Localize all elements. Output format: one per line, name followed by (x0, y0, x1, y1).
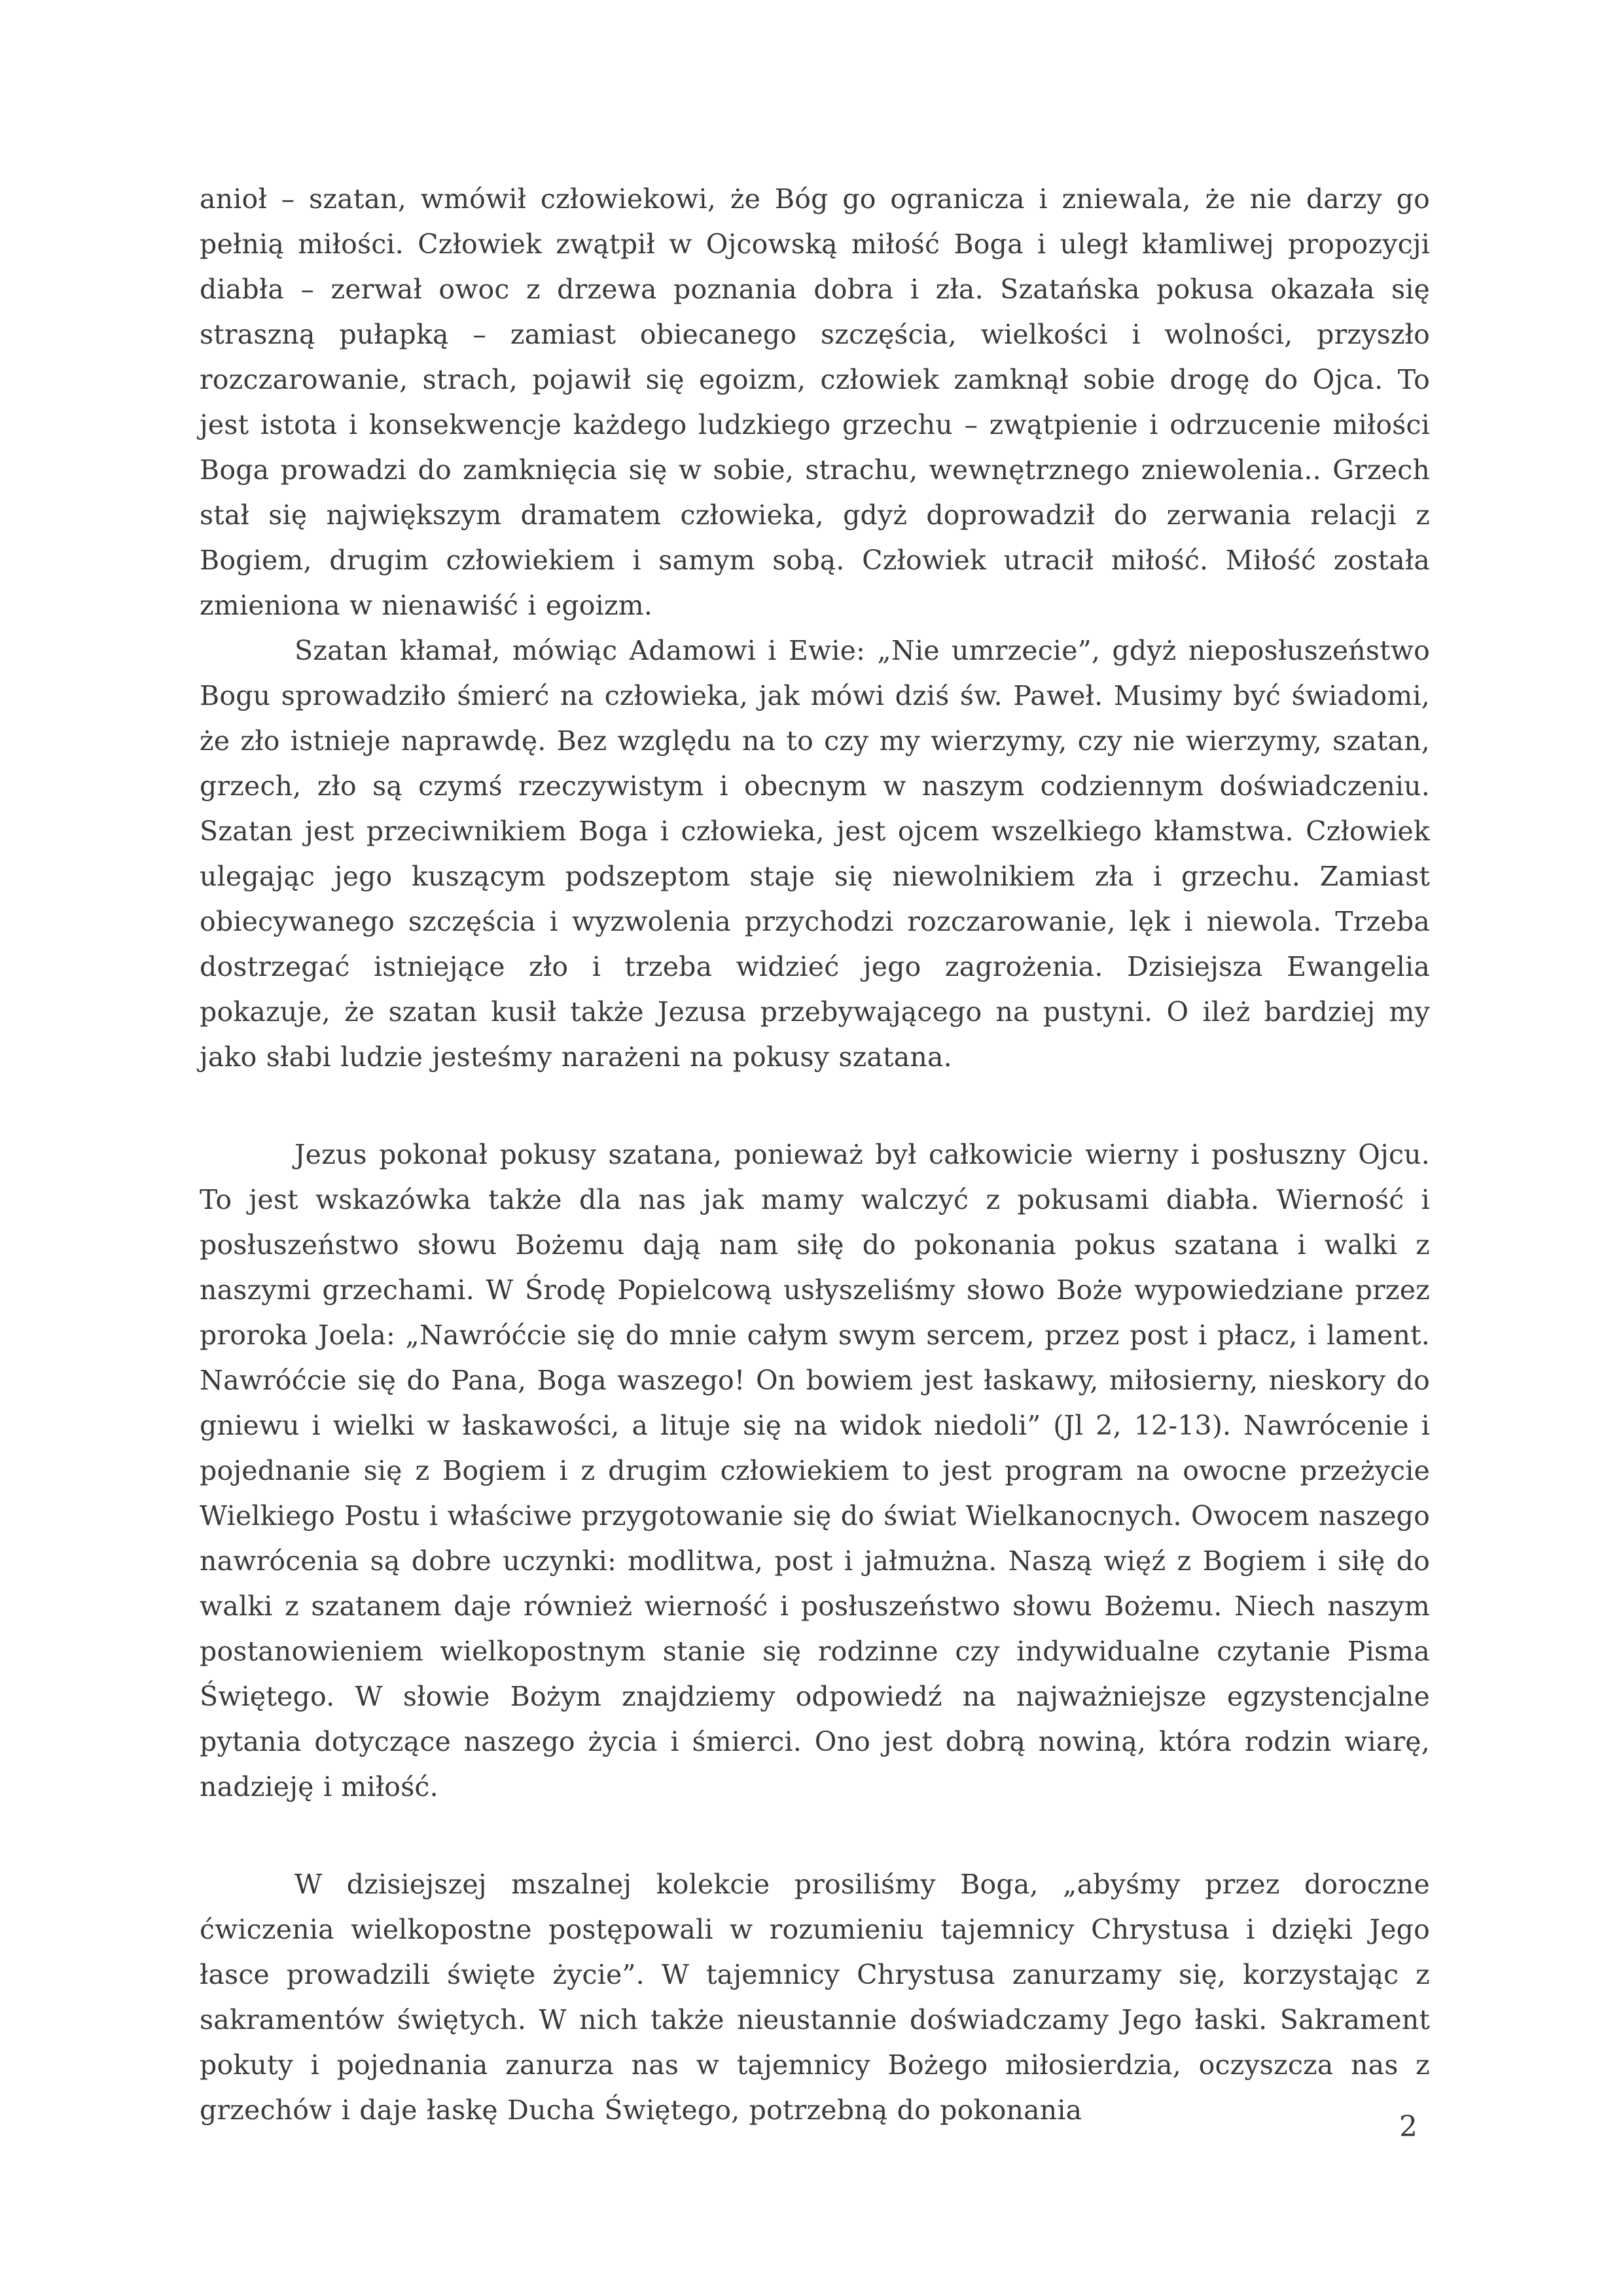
document-body (200, 177, 1430, 2133)
paragraph-1: anioł – szatan, wmówił człowiekowi, że Bóg go ogranicza i zniewala, że nie darzy go pełnią miłości. Człowiek zwątpił w Ojcowską miłość Boga i uległ kłamliwej propozycji diabła – zerwał owoc z drzewa poznania dobra i zła. Szatańska pokusa okazała się straszną pułapką – zamiast obiecanego szczęścia, wielkości i wolności, przyszło rozczarowanie, strach, pojawił się egoizm, człowiek zamknął sobie drogę do Ojca. To jest istota i konsekwencje każdego ludzkiego grzechu – zwątpienie i odrzucenie miłości Boga prowadzi do zamknięcia się w sobie, strachu, wewnętrznego zniewolenia.. Grzech stał się największym dramatem człowieka, gdyż doprowadził do zerwania relacji z Bogiem, drugim człowiekiem i samym sobą. Człowiek utracił miłość. Miłość została zmieniona w nienawiść i egoizm. (200, 183, 1430, 621)
page-number: 2 (1399, 2110, 1418, 2144)
paragraph-3: Jezus pokonał pokusy szatana, ponieważ był całkowicie wierny i posłuszny Ojcu. To jest wskazówka także dla nas jak mamy walczyć z pokusami diabła. Wierność i posłuszeństwo słowu Bożemu dają nam siłę do pokonania pokus szatana i walki z naszymi grzechami. W Środę Popielcową usłyszeliśmy słowo Boże wypowiedziane przez proroka Joela: „Nawróćcie się do mnie całym swym sercem, przez post i płacz, i lament. Nawróćcie się do Pana, Boga waszego! On bowiem jest łaskawy, miłosierny, nieskory do gniewu i wielki w łaskawości, a lituje się na widok niedoli” (Jl 2, 12-13). Nawrócenie i pojednanie się z Bogiem i z drugim człowiekiem to jest program na owocne przeżycie Wielkiego Postu i właściwe przygotowanie się do świat Wielkanocnych. Owocem naszego nawrócenia są dobre uczynki: modlitwa, post i jałmużna. Naszą więź z Bogiem i siłę do walki z szatanem daje również wierność i posłuszeństwo słowu Bożemu. Niech naszym postanowieniem wielkopostnym stanie się rodzinne czy indywidualne czytanie Pisma Świętego. W słowie Bożym znajdziemy odpowiedź na najważniejsze egzystencjalne pytania dotyczące naszego życia i śmierci. Ono jest dobrą nowiną, która rodzin wiarę, nadzieję i miłość. (200, 1139, 1430, 1803)
paragraph-4: W dzisiejszej mszalnej kolekcie prosiliśmy Boga, „abyśmy przez doroczne ćwiczenia wielkopostne postępowali w rozumieniu tajemnicy Chrystusa i dzięki Jego łasce prowadzili święte życie”. W tajemnicy Chrystusa zanurzamy się, korzystając z sakramentów świętych. W nich także nieustannie doświadczamy Jego łaski. Sakrament pokuty i pojednania zanurza nas w tajemnicy Bożego miłosierdzia, oczyszcza nas z grzechów i daje łaskę Ducha Świętego, potrzebną do pokonania (200, 1869, 1430, 2126)
paragraph-2: Szatan kłamał, mówiąc Adamowi i Ewie: „Nie umrzecie”, gdyż nieposłuszeństwo Bogu sprowadziło śmierć na człowieka, jak mówi dziś św. Paweł. Musimy być świadomi, że zło istnieje naprawdę. Bez względu na to czy my wierzymy, czy nie wierzymy, szatan, grzech, zło są czymś rzeczywistym i obecnym w naszym codziennym doświadczeniu. Szatan jest przeciwnikiem Boga i człowieka, jest ojcem wszelkiego kłamstwa. Człowiek ulegając jego kuszącym podszeptom staje się niewolnikiem zła i grzechu. Zamiast obiecywanego szczęścia i wyzwolenia przychodzi rozczarowanie, lęk i niewola. Trzeba dostrzegać istniejące zło i trzeba widzieć jego zagrożenia. Dzisiejsza Ewangelia pokazuje, że szatan kusił także Jezusa przebywającego na pustyni. O ileż bardziej my jako słabi ludzie jesteśmy narażeni na pokusy szatana. (200, 635, 1430, 1073)
